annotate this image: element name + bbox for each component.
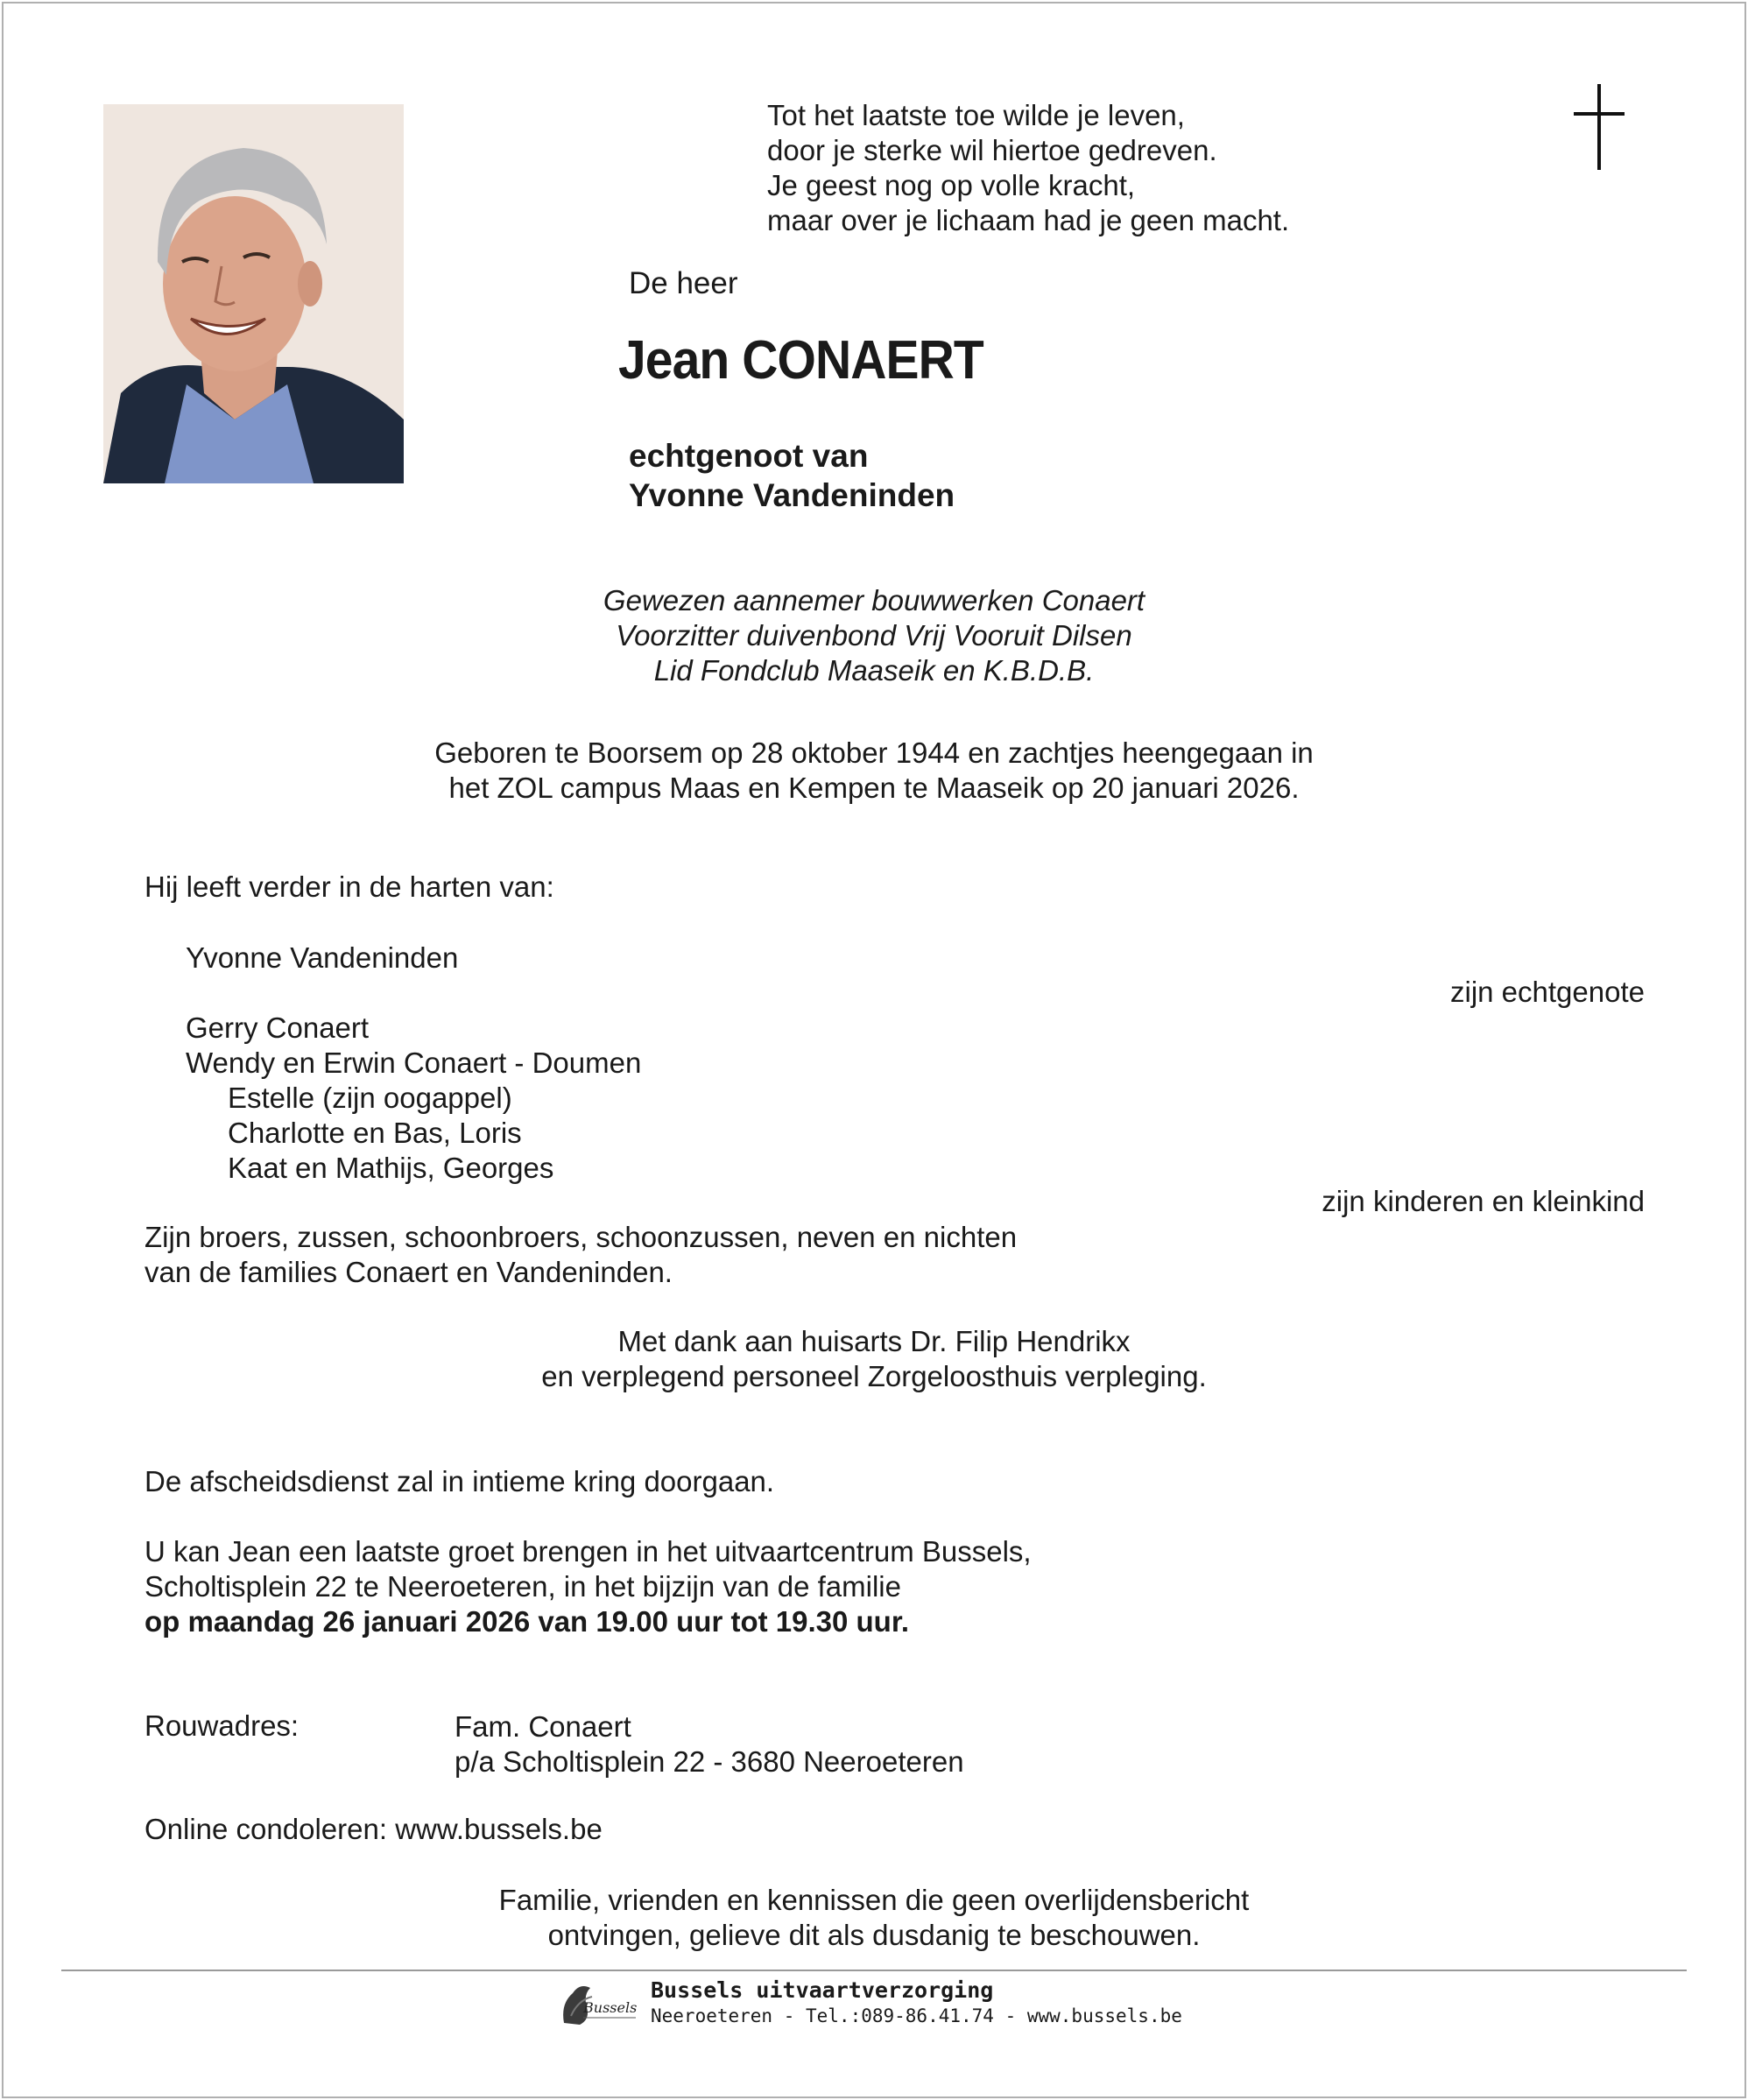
poem: [767, 98, 1289, 238]
role-line: Lid Fondclub Maaseik en K.B.D.B.: [653, 654, 1095, 687]
portrait-photo: [103, 104, 404, 483]
cross-icon: [1571, 84, 1627, 176]
spouse-line: echtgenoot van: [629, 438, 869, 474]
birth-death-dates: [0, 736, 1748, 806]
address-line: p/a Scholtisplein 22 - 3680 Neeroeteren: [455, 1745, 964, 1778]
survivors-intro: Hij leeft verder in de harten van:: [144, 870, 554, 903]
notice: [0, 1883, 1748, 1953]
service-note: De afscheidsdienst zal in intieme kring doorgaan.: [144, 1465, 775, 1497]
roles: [0, 583, 1748, 688]
grandchild-name: Estelle (zijn oogappel): [228, 1082, 512, 1114]
title-prefix: De heer: [629, 266, 738, 300]
child-name: Gerry Conaert: [186, 1011, 370, 1044]
extended-line: van de families Conaert en Vandeninden.: [144, 1256, 673, 1288]
dates-line: het ZOL campus Maas en Kempen te Maaseik op 20 januari 2026.: [448, 772, 1300, 804]
thanks: [0, 1324, 1748, 1394]
extended-line: Zijn broers, zussen, schoonbroers, schoonzussen, neven en nichten: [144, 1221, 1018, 1253]
footer-subtitle: Neeroeteren - Tel.:089-86.41.74 - www.bussels.be: [651, 2005, 1182, 2026]
poem-line: maar over je lichaam had je geen macht.: [767, 204, 1290, 236]
survivor-spouse: Yvonne Vandeninden: [186, 941, 459, 974]
grandchild-name: Kaat en Mathijs, Georges: [228, 1152, 554, 1184]
spouse-block: [629, 436, 955, 515]
extended-family: [144, 1220, 1017, 1290]
poem-line: Tot het laatste toe wilde je leven,: [767, 99, 1185, 131]
address-line: Fam. Conaert: [455, 1710, 631, 1743]
role-line: Gewezen aannemer bouwwerken Conaert: [603, 584, 1145, 617]
logo-text: Bussels: [583, 1999, 638, 2016]
poem-line: Je geest nog op volle kracht,: [767, 169, 1136, 201]
spouse-name: Yvonne Vandeninden: [629, 477, 955, 513]
visit-line: Scholtisplein 22 te Neeroeteren, in het bijzijn van de familie: [144, 1570, 901, 1603]
deceased-name: Jean CONAERT: [618, 330, 983, 391]
address-block: [455, 1709, 964, 1779]
role-line: Voorzitter duivenbond Vrij Vooruit Dilsen: [616, 619, 1132, 652]
footer-text: [651, 1977, 1182, 2028]
notice-line: ontvingen, gelieve dit als dusdanig te beschouwen.: [547, 1919, 1201, 1951]
thanks-line: Met dank aan huisarts Dr. Filip Hendrikx: [617, 1325, 1131, 1357]
children-list: [186, 1011, 641, 1081]
grandchild-name: Charlotte en Bas, Loris: [228, 1117, 522, 1149]
footer-title: Bussels uitvaartverzorging: [651, 1977, 994, 2003]
spouse-relation: zijn echtgenote: [1450, 976, 1645, 1008]
address-label: Rouwadres:: [144, 1709, 300, 1742]
visit-line: U kan Jean een laatste groet brengen in het uitvaartcentrum Bussels,: [144, 1535, 1032, 1568]
visit-info: [144, 1534, 1032, 1639]
online-condolences: Online condoleren: www.bussels.be: [144, 1813, 603, 1845]
thanks-line: en verplegend personeel Zorgeloosthuis verpleging.: [541, 1360, 1207, 1392]
visit-datetime: op maandag 26 januari 2026 van 19.00 uur tot 19.30 uur.: [144, 1605, 910, 1638]
bussels-logo: [557, 1977, 645, 2034]
poem-line: door je sterke wil hiertoe gedreven.: [767, 134, 1217, 166]
dates-line: Geboren te Boorsem op 28 oktober 1944 en zachtjes heengegaan in: [434, 736, 1314, 769]
child-name: Wendy en Erwin Conaert - Doumen: [186, 1046, 642, 1079]
grandchildren-list: [228, 1081, 553, 1186]
footer-divider: [61, 1970, 1687, 1971]
children-relation: zijn kinderen en kleinkind: [1322, 1185, 1645, 1217]
notice-line: Familie, vrienden en kennissen die geen overlijdensbericht: [498, 1884, 1250, 1916]
